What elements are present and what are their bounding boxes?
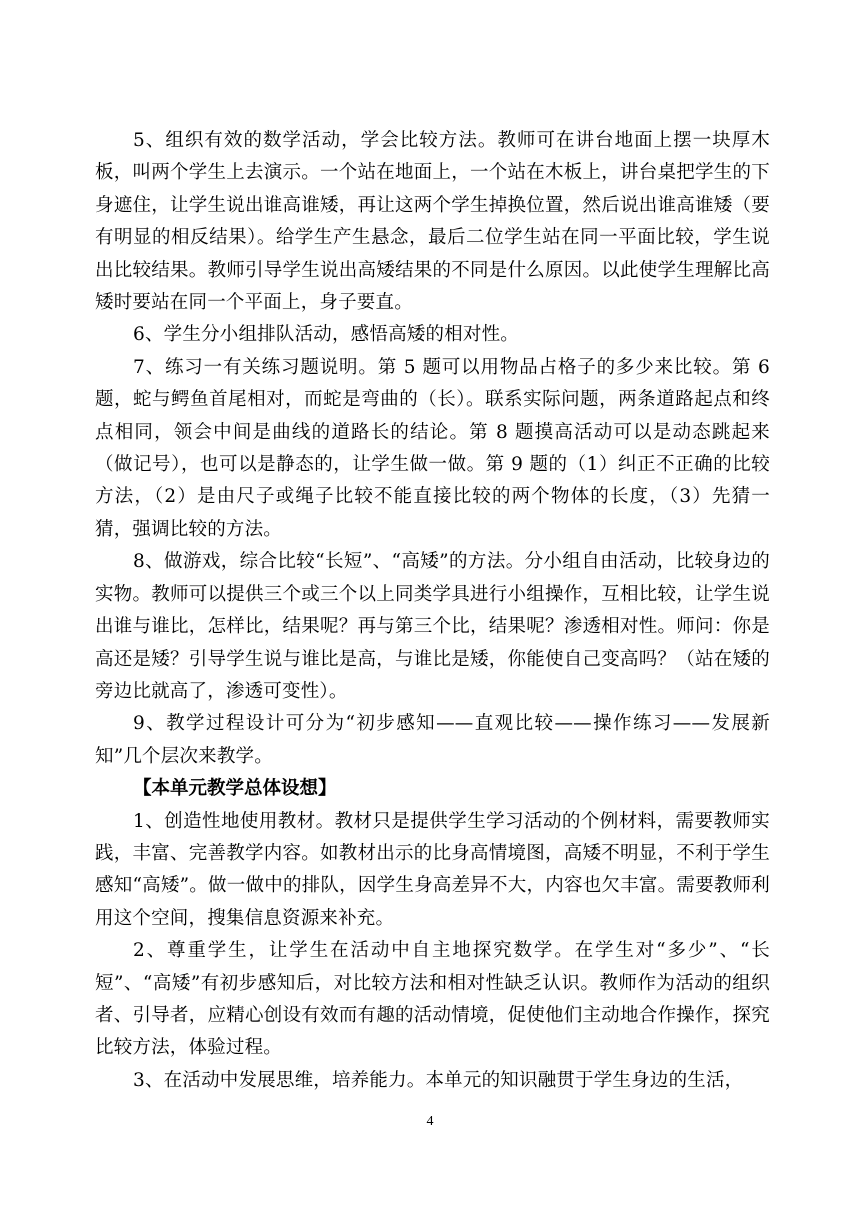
page-content [95,125,770,1097]
paragraph-item-5: 5、组织有效的数学活动，学会比较方法。教师可在讲台地面上摆一块厚木板，叫两个学生上去演示。一个站在地面上，一个站在木板上，讲台桌把学生的下身遮住，让学生说出谁高谁矮，再让这两个学生掉换位置，然后说出谁高谁矮（要有明显的相反结果）。给学生产生悬念，最后二位学生站在同一平面比较，学生说出比较结果。教师引导学生说出高矮结果的不同是什么原因。以此使学生理解比高矮时要站在同一个平面上，身子要直。 [95,130,770,314]
paragraph-item-6: 6、学生分小组排队活动，感悟高矮的相对性。 [133,324,519,346]
paragraph-item-9: 9、教学过程设计可分为“初步感知——直观比较——操作练习——发展新知”几个层次来教学。 [95,713,770,767]
paragraph-idea-1: 1、创造性地使用教材。教材只是提供学生学习活动的个例材料，需要教师实践，丰富、完善教学内容。如教材出示的比身高情境图，高矮不明显，不利于学生感知“高矮”。做一做中的排队，因学生身高差异不大，内容也欠丰富。需要教师利用这个空间，搜集信息资源来补充。 [95,810,770,929]
paragraph-idea-2: 2、尊重学生，让学生在活动中自主地探究数学。在学生对“多少”、“长短”、“高矮”有初步感知后，对比较方法和相对性缺乏认识。教师作为活动的组织者、引导者，应精心创设有效而有趣的活动情境，促使他们主动地合作操作，探究比较方法，体验过程。 [95,940,770,1059]
page-number: 4 [426,1114,434,1129]
paragraph-item-7: 7、练习一有关练习题说明。第 5 题可以用物品占格子的多少来比较。第 6 题，蛇与鳄鱼首尾相对，而蛇是弯曲的（长）。联系实际问题，两条道路起点和终点相同，领会中间是曲线的道路长的结论。第 8 题摸高活动可以是动态跳起来（做记号），也可以是静态的，让学生做一做。第 9 题的（1）纠正不正确的比较方法，（2）是由尺子或绳子比较不能直接比较的两个物体的长度，（3）先猜一猜，强调比较的方法。 [95,356,770,540]
section-heading: 【本单元教学总体设想】 [133,778,337,800]
paragraph-item-8: 8、做游戏，综合比较“长短”、“高矮”的方法。分小组自由活动，比较身边的实物。教师可以提供三个或三个以上同类学具进行小组操作，互相比较，让学生说出谁与谁比，怎样比，结果呢？再与第三个比，结果呢？渗透相对性。师问：你是高还是矮？引导学生说与谁比是高，与谁比是矮，你能使自己变高吗？（站在矮的旁边比就高了，渗透可变性）。 [95,551,770,702]
paragraph-idea-3: 3、在活动中发展思维，培养能力。本单元的知识融贯于学生身边的生活， [133,1069,744,1091]
